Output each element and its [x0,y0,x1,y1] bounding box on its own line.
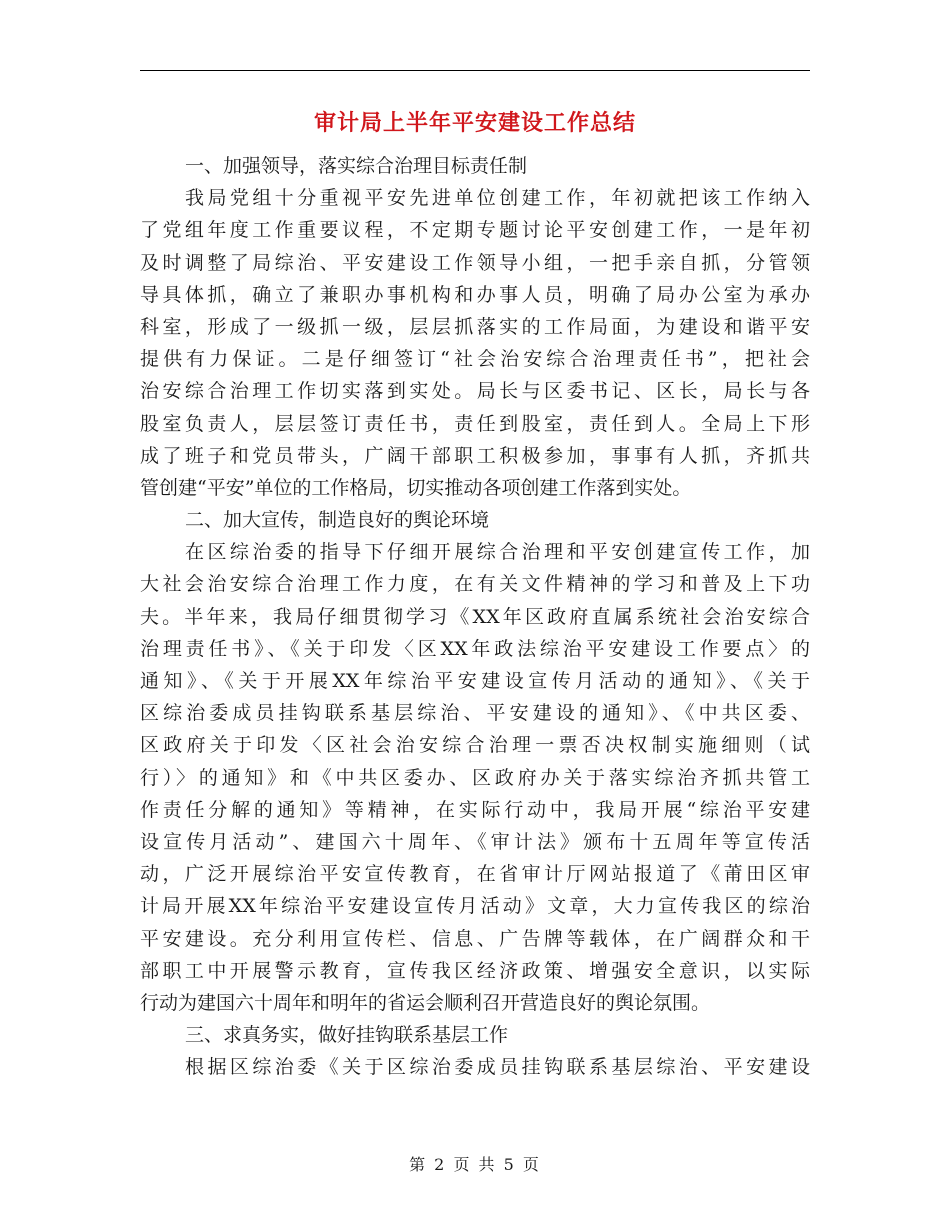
text-line: 我局党组十分重视平安先进单位创建工作，年初就把该工作纳入 [185,187,810,210]
text-line: 治安综合治理工作切实落到实处。局长与区委书记、区长，局长与各 [140,380,810,403]
text-line: 行）〉的通知》和《中共区委办、区政府办关于落实综治齐抓共管工 [140,766,810,789]
text-line: 区政府关于印发〈区社会治安综合治理一票否决权制实施细则（试 [140,734,810,757]
document-body [140,150,810,1083]
text-line: 导具体抓，确立了兼职办事机构和办事人员，明确了局办公室为承办 [140,283,810,306]
text-line: 行动为建国六十周年和明年的省运会顺利召开营造良好的舆论氛围。 [140,991,711,1014]
text-line: 动，广泛开展综治平安宣传教育，在省审计厅网站报道了《莆田区审 [140,863,810,886]
text-line: 一、加强领导，落实综合治理目标责任制 [185,155,528,177]
text-line: 大社会治安综合治理工作力度，在有关文件精神的学习和普及上下功 [140,573,810,596]
text-line: 管创建“平安”单位的工作格局，切实推动各项创建工作落到实处。 [140,476,692,499]
text-line: 及时调整了局综治、平安建设工作领导小组，一把手亲自抓，分管领 [140,251,810,274]
text-line: 三、求真务实，做好挂钩联系基层工作 [185,1024,509,1047]
text-line: 区综治委成员挂钩联系基层综治、平安建设的通知》、《中共区委、 [140,702,810,725]
document-title: 审计局上半年平安建设工作总结 [313,111,636,136]
text-line: 了党组年度工作重要议程，不定期专题讨论平安创建工作，一是年初 [140,219,810,242]
text-line: 设宣传月活动”、建国六十周年、《审计法》颁布十五周年等宣传活 [140,830,810,853]
text-line: 在区综治委的指导下仔细开展综合治理和平安创建宣传工作，加 [185,541,810,564]
text-line: 平安建设。充分利用宣传栏、信息、广告牌等载体，在广阔群众和干 [140,927,810,950]
page-number: 第 2 页 共 5 页 [409,1155,541,1174]
text-line: 治理责任书》、《关于印发〈区XX年政法综治平安建设工作要点〉的 [140,637,810,660]
header-rule [140,70,810,71]
text-line: 作责任分解的通知》等精神，在实际行动中，我局开展“综治平安建 [140,798,810,821]
text-line: 成了班子和党员带头，广阔干部职工积极参加，事事有人抓，齐抓共 [140,444,810,467]
text-line: 提供有力保证。二是仔细签订“社会治安综合治理责任书”，把社会 [140,348,810,371]
text-line: 通知》、《关于开展XX年综治平安建设宣传月活动的通知》、《关于 [140,670,810,692]
text-line: 部职工中开展警示教育，宣传我区经济政策、增强安全意识，以实际 [140,959,810,982]
text-line: 科室，形成了一级抓一级，层层抓落实的工作局面，为建设和谐平安 [140,315,810,338]
text-line: 二、加大宣传，制造良好的舆论环境 [185,509,490,532]
text-line: 股室负责人，层层签订责任书，责任到股室，责任到人。全局上下形 [140,412,810,435]
text-line: 夫。半年来，我局仔细贯彻学习《XX年区政府直属系统社会治安综合 [140,605,810,628]
text-line: 根据区综治委《关于区综治委成员挂钩联系基层综治、平安建设 [185,1056,810,1079]
text-line: 计局开展XX年综治平安建设宣传月活动》文章，大力宣传我区的综治 [140,895,810,918]
